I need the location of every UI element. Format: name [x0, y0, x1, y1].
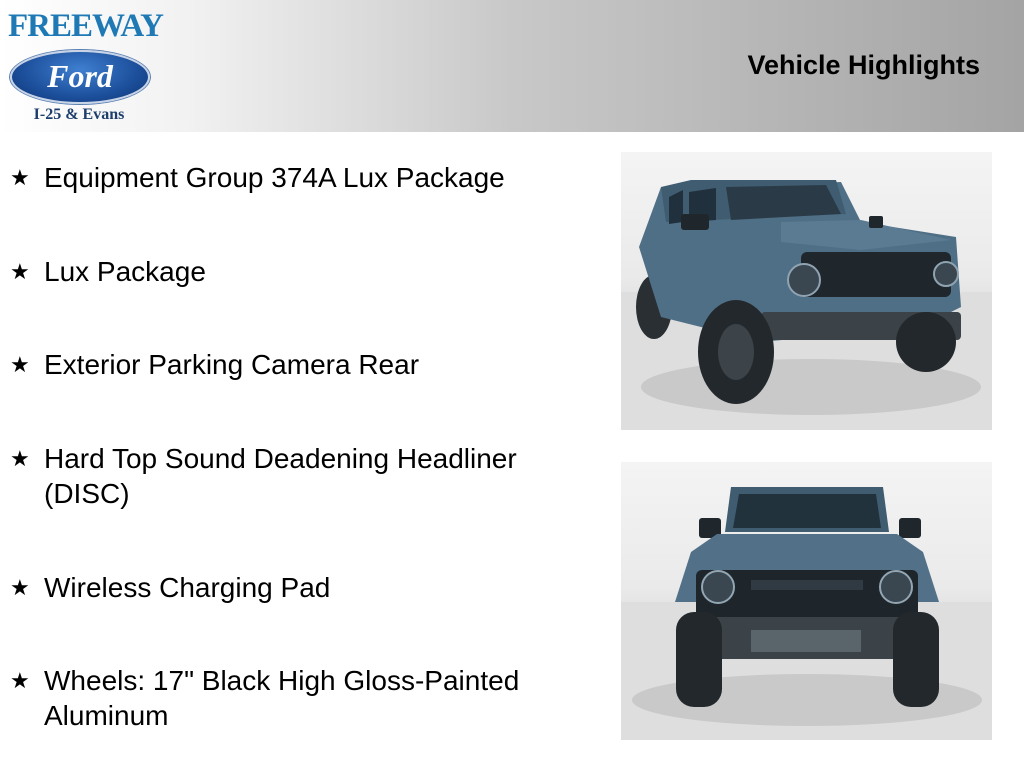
highlight-item: [10, 254, 600, 290]
vehicle-photo-front-angle[interactable]: [621, 152, 992, 430]
highlight-item: [10, 570, 600, 606]
highlight-text: Equipment Group 374A Lux Package: [44, 162, 505, 193]
highlight-text: Exterior Parking Camera Rear: [44, 349, 420, 380]
highlight-item: [10, 663, 600, 733]
vehicle-photo-front[interactable]: [621, 462, 992, 740]
star-icon: ★: [10, 352, 30, 377]
highlight-item: [10, 160, 600, 196]
logo-location: I-25 & Evans: [33, 106, 125, 123]
star-icon: ★: [10, 259, 30, 284]
page-title: Vehicle Highlights: [747, 50, 980, 80]
ford-oval-logo: [10, 50, 150, 104]
star-icon: ★: [10, 165, 30, 190]
highlight-item: [10, 441, 600, 511]
highlight-text: Hard Top Sound Deadening Headliner (DISC): [44, 443, 517, 509]
vehicle-illustration-angle: [621, 152, 992, 430]
star-icon: ★: [10, 575, 30, 600]
logo-script: Ford: [47, 58, 113, 94]
highlight-text: Wireless Charging Pad: [44, 572, 331, 603]
highlight-text: Lux Package: [44, 256, 206, 287]
star-icon: ★: [10, 446, 30, 471]
highlight-item: [10, 347, 600, 383]
header-banner: [0, 0, 1024, 132]
star-icon: ★: [10, 668, 30, 693]
vehicle-illustration-front: [621, 462, 992, 740]
dealer-logo[interactable]: [8, 6, 163, 128]
highlight-text: Wheels: 17" Black High Gloss-Painted Aluminum: [44, 665, 520, 731]
logo-wordmark: FREEWAY: [8, 8, 163, 44]
